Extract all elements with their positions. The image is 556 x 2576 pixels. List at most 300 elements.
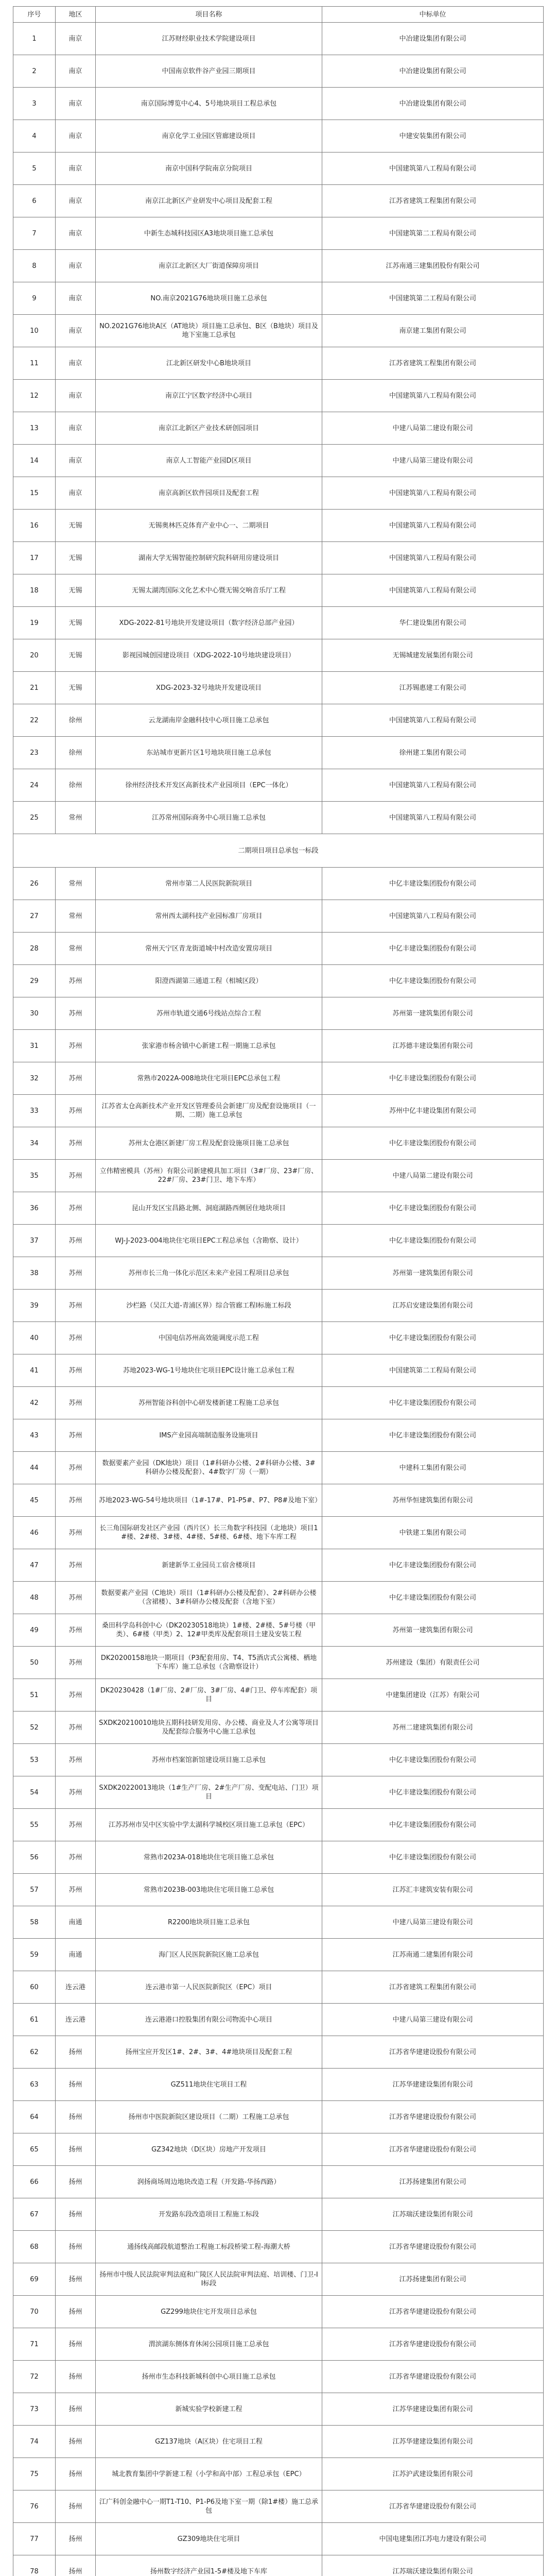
cell-city: 苏州 <box>56 1647 96 1679</box>
cell-name: 南京化学工业园区管廊建设项目 <box>96 120 322 152</box>
cell-no: 40 <box>13 1322 56 1354</box>
table-body <box>13 23 544 2576</box>
header-name: 项目名称 <box>96 7 322 23</box>
cell-name: 数据要素产业园（DK地块）项目（1#科研办公楼、2#科研办公楼、3#科研办公楼及配套）、4#数字厂房（一期） <box>96 1452 322 1484</box>
cell-no: 67 <box>13 2198 56 2231</box>
table-row <box>13 1484 544 1517</box>
cell-no: 73 <box>13 2393 56 2426</box>
cell-city: 连云港 <box>56 2004 96 2036</box>
cell-unit: 中国建筑第八工程局有限公司 <box>322 574 544 607</box>
cell-unit: 江苏华建建设集团有限公司 <box>322 2069 544 2101</box>
cell-name: DK20200158地块一期项目（P3配套用房、T4、T5酒店式公寓楼、栖地下车库）施工总承包（含勘察设计） <box>96 1647 322 1679</box>
cell-name: 城北教育集团中学新建工程（小学和高中部）工程总承包（EPC） <box>96 2458 322 2490</box>
cell-city: 无锡 <box>56 672 96 704</box>
cell-city: 扬州 <box>56 2263 96 2296</box>
cell-unit: 中建八局第二建设有限公司 <box>322 412 544 445</box>
cell-city: 苏州 <box>56 1517 96 1549</box>
table-row <box>13 2426 544 2458</box>
cell-no: 17 <box>13 542 56 574</box>
cell-unit: 中冶建设集团有限公司 <box>322 23 544 55</box>
cell-no: 29 <box>13 965 56 997</box>
cell-city: 苏州 <box>56 1192 96 1225</box>
cell-city: 扬州 <box>56 2490 96 2523</box>
cell-name: 新城实验学校新建工程 <box>96 2393 322 2426</box>
table-row <box>13 1095 544 1127</box>
cell-no: 43 <box>13 1419 56 1452</box>
cell-name: 海门区人民医院新院区施工总承包 <box>96 1939 322 1971</box>
table-row <box>13 1127 544 1160</box>
cell-unit: 江苏华建建设集团有限公司 <box>322 2393 544 2426</box>
table-row <box>13 2458 544 2490</box>
cell-no: 34 <box>13 1127 56 1160</box>
cell-no: 49 <box>13 1614 56 1647</box>
cell-city: 南通 <box>56 1906 96 1939</box>
cell-name: GZ342地块（D区块）房地产开发项目 <box>96 2133 322 2166</box>
cell-city: 苏州 <box>56 1095 96 1127</box>
cell-no: 61 <box>13 2004 56 2036</box>
cell-no: 20 <box>13 639 56 672</box>
cell-name: 南京江宁区数字经济中心项目 <box>96 380 322 412</box>
cell-city: 苏州 <box>56 1582 96 1614</box>
cell-no: 65 <box>13 2133 56 2166</box>
table-row <box>13 2490 544 2523</box>
cell-city: 南京 <box>56 217 96 250</box>
table-row <box>13 2198 544 2231</box>
cell-unit: 苏州第一建筑集团有限公司 <box>322 997 544 1030</box>
cell-name: 湖南大学无锡智能控制研究院科研用房建设项目 <box>96 542 322 574</box>
cell-unit: 苏州第一建筑集团有限公司 <box>322 1614 544 1647</box>
cell-unit: 江苏省华建建设股份有限公司 <box>322 2296 544 2328</box>
table-row <box>13 1387 544 1419</box>
cell-city: 苏州 <box>56 1387 96 1419</box>
cell-city: 苏州 <box>56 1776 96 1809</box>
cell-no: 37 <box>13 1225 56 1257</box>
table-row <box>13 1841 544 1874</box>
cell-unit: 中国建筑第八工程局有限公司 <box>322 477 544 510</box>
table-row <box>13 1549 544 1582</box>
table-row <box>13 1939 544 1971</box>
cell-unit: 江苏德丰建设集团有限公司 <box>322 1030 544 1062</box>
cell-no: 66 <box>13 2166 56 2198</box>
cell-name: 新建新华工业园员工宿舍楼项目 <box>96 1549 322 1582</box>
header-unit: 中标单位 <box>322 7 544 23</box>
cell-city: 徐州 <box>56 737 96 769</box>
cell-no: 14 <box>13 445 56 477</box>
cell-no: 36 <box>13 1192 56 1225</box>
cell-name: GZ299地块住宅开发项目总承包 <box>96 2296 322 2328</box>
cell-name: 沙栏路（吴江大道-青浦区界）综合管廊工程I标施工标段 <box>96 1290 322 1322</box>
table-row <box>13 1744 544 1776</box>
table-row <box>13 802 544 834</box>
cell-name: 江苏苏州市吴中区实验中学太湖科学城校区项目施工总承包（EPC） <box>96 1809 322 1841</box>
cell-name: 扬州宝应开发区1#、2#、3#、4#地块项目及配套工程 <box>96 2036 322 2069</box>
table-row <box>13 1906 544 1939</box>
cell-unit: 中国建筑第八工程局有限公司 <box>322 542 544 574</box>
cell-name: 南京高新区软件园项目及配套工程 <box>96 477 322 510</box>
cell-no: 38 <box>13 1257 56 1290</box>
cell-name: 扬州市中医院新院区建设项目（二期）工程施工总承包 <box>96 2101 322 2133</box>
cell-name: GZ137地块（A区块）住宅项目工程 <box>96 2426 322 2458</box>
cell-city: 苏州 <box>56 1322 96 1354</box>
cell-unit: 中国建筑第八工程局有限公司 <box>322 510 544 542</box>
cell-name: R2200地块项目施工总承包 <box>96 1906 322 1939</box>
cell-unit: 中冶建设集团有限公司 <box>322 55 544 88</box>
cell-unit: 江苏扬建集团有限公司 <box>322 2263 544 2296</box>
cell-city: 苏州 <box>56 1809 96 1841</box>
cell-no: 46 <box>13 1517 56 1549</box>
cell-name: 常熟市2023A-018地块住宅项目施工总承包 <box>96 1841 322 1874</box>
cell-unit: 中亿丰建设集团股份有限公司 <box>322 1387 544 1419</box>
cell-city: 无锡 <box>56 607 96 639</box>
cell-no: 71 <box>13 2328 56 2361</box>
cell-name: 扬州市中级人民法院审判法庭和广陵区人民法院审判法庭、培训楼、门卫-II标段 <box>96 2263 322 2296</box>
cell-city: 扬州 <box>56 2555 96 2576</box>
cell-name: 南京江北新区产业技术研创园项目 <box>96 412 322 445</box>
cell-no: 3 <box>13 88 56 120</box>
cell-city: 徐州 <box>56 704 96 737</box>
table-row <box>13 1711 544 1744</box>
table-row <box>13 542 544 574</box>
cell-city: 扬州 <box>56 2198 96 2231</box>
cell-unit: 中国建筑第二工程局有限公司 <box>322 282 544 315</box>
cell-name: XDG-2022-81号地块开发建设项目（数字经济总部产业园） <box>96 607 322 639</box>
cell-city: 扬州 <box>56 2361 96 2393</box>
cell-city: 南京 <box>56 250 96 282</box>
cell-unit: 中建八局第三建设有限公司 <box>322 1906 544 1939</box>
table-row <box>13 2328 544 2361</box>
cell-no: 70 <box>13 2296 56 2328</box>
cell-name: 中国南京软件谷产业园三期项目 <box>96 55 322 88</box>
cell-no: 57 <box>13 1874 56 1906</box>
cell-name: 连云港市第一人民医院新院区（EPC）项目 <box>96 1971 322 2004</box>
cell-no: 60 <box>13 1971 56 2004</box>
cell-no: 4 <box>13 120 56 152</box>
cell-city: 苏州 <box>56 1484 96 1517</box>
table-row <box>13 639 544 672</box>
table-row <box>13 23 544 55</box>
cell-name: 常州市第二人民医院新院项目 <box>96 868 322 900</box>
table-row <box>13 250 544 282</box>
table-row <box>13 2133 544 2166</box>
cell-unit: 中国建筑第二工程局有限公司 <box>322 217 544 250</box>
table-row <box>13 1614 544 1647</box>
cell-unit: 中亿丰建设集团股份有限公司 <box>322 1776 544 1809</box>
cell-unit: 中建八局第二建设有限公司 <box>322 1160 544 1192</box>
cell-city: 南京 <box>56 120 96 152</box>
table-row <box>13 1874 544 1906</box>
cell-unit: 中国建筑第八工程局有限公司 <box>322 704 544 737</box>
cell-name: NO.南京2021G76地块项目施工总承包 <box>96 282 322 315</box>
cell-name: 扬州数字经济产业园1-5#楼及地下车库 <box>96 2555 322 2576</box>
cell-city: 苏州 <box>56 1711 96 1744</box>
table-row <box>13 737 544 769</box>
cell-unit: 江苏省建筑工程集团有限公司 <box>322 1971 544 2004</box>
cell-no: 77 <box>13 2523 56 2555</box>
cell-name: 张家港市杨舍镇中心新建工程一期施工总承包 <box>96 1030 322 1062</box>
cell-no: 25 <box>13 802 56 834</box>
cell-no: 42 <box>13 1387 56 1419</box>
cell-name: 立伟精密模具（苏州）有限公司新建模具加工项目（3#厂房、23#厂房、22#厂房、23#门卫、地下车库） <box>96 1160 322 1192</box>
cell-name: 无锡奥林匹克体育产业中心一、二期项目 <box>96 510 322 542</box>
cell-unit: 中建安装集团有限公司 <box>322 120 544 152</box>
cell-unit: 中亿丰建设集团股份有限公司 <box>322 1744 544 1776</box>
cell-city: 苏州 <box>56 1874 96 1906</box>
cell-city: 南京 <box>56 347 96 380</box>
cell-unit: 中国建筑第二工程局有限公司 <box>322 1354 544 1387</box>
table-row <box>13 1030 544 1062</box>
table-row <box>13 510 544 542</box>
cell-no: 21 <box>13 672 56 704</box>
table-row <box>13 1776 544 1809</box>
cell-city: 扬州 <box>56 2166 96 2198</box>
cell-city: 苏州 <box>56 1841 96 1874</box>
table-row <box>13 2523 544 2555</box>
cell-unit: 江苏省华建建设股份有限公司 <box>322 2036 544 2069</box>
cell-city: 苏州 <box>56 965 96 997</box>
cell-unit: 江苏扬建集团有限公司 <box>322 2166 544 2198</box>
cell-city: 扬州 <box>56 2231 96 2263</box>
table-row <box>13 704 544 737</box>
table-row <box>13 574 544 607</box>
cell-no: 53 <box>13 1744 56 1776</box>
table-row <box>13 2166 544 2198</box>
cell-unit: 苏州第一建筑集团有限公司 <box>322 1257 544 1290</box>
cell-name: 徐州经济技术开发区高新技术产业园项目（EPC一体化） <box>96 769 322 802</box>
table-row <box>13 769 544 802</box>
table-row <box>13 88 544 120</box>
table-row <box>13 2004 544 2036</box>
cell-name: NO.2021G76地块A区（AT地块）项目施工总承包、B区（B地块）项目及地下室施工总承包 <box>96 315 322 347</box>
table-row <box>13 282 544 315</box>
cell-name: IMS产业园高端制造服务设施项目 <box>96 1419 322 1452</box>
cell-no: 54 <box>13 1776 56 1809</box>
cell-unit: 中铁建工集团有限公司 <box>322 1517 544 1549</box>
table-row <box>13 1809 544 1841</box>
cell-name: 影视园城创园建设项目（XDG-2022-10号地块建设项目） <box>96 639 322 672</box>
cell-no: 13 <box>13 412 56 445</box>
cell-city: 无锡 <box>56 542 96 574</box>
table-row <box>13 185 544 217</box>
cell-unit: 中国建筑第八工程局有限公司 <box>322 152 544 185</box>
cell-no: 9 <box>13 282 56 315</box>
cell-no: 28 <box>13 933 56 965</box>
cell-name: 南京人工智能产业园D区项目 <box>96 445 322 477</box>
cell-no: 75 <box>13 2458 56 2490</box>
header-city: 地区 <box>56 7 96 23</box>
cell-unit: 中建八局第三建设有限公司 <box>322 445 544 477</box>
cell-unit: 中亿丰建设集团股份有限公司 <box>322 1062 544 1095</box>
cell-unit: 华仁建设集团有限公司 <box>322 607 544 639</box>
header-no: 序号 <box>13 7 56 23</box>
cell-unit: 江苏汇丰建筑安装有限公司 <box>322 1874 544 1906</box>
table-row <box>13 1419 544 1452</box>
cell-city: 南京 <box>56 23 96 55</box>
cell-city: 苏州 <box>56 997 96 1030</box>
table-row <box>13 120 544 152</box>
cell-name: 云龙湖南岸金融科技中心项目施工总承包 <box>96 704 322 737</box>
cell-name: 中新生态城科技园区A3地块项目施工总承包 <box>96 217 322 250</box>
cell-city: 南京 <box>56 185 96 217</box>
cell-name: GZ511地块住宅项目工程 <box>96 2069 322 2101</box>
cell-name: 江苏财经职业技术学院建设项目 <box>96 23 322 55</box>
table-row <box>13 477 544 510</box>
cell-unit: 江苏省华建建设股份有限公司 <box>322 2101 544 2133</box>
cell-name: XDG-2023-32号地块开发建设项目 <box>96 672 322 704</box>
cell-no: 30 <box>13 997 56 1030</box>
cell-unit: 中亿丰建设集团股份有限公司 <box>322 1127 544 1160</box>
cell-name: 渭滨湖东侧体育休闲公园项目施工总承包 <box>96 2328 322 2361</box>
cell-name: 数据要素产业园（C地块）项目（1#科研办公楼及配套）、2#科研办公楼（含裙楼）、3#科研办公楼及配套（含地下室） <box>96 1582 322 1614</box>
table-row <box>13 868 544 900</box>
cell-name: 苏地2023-WG-1号地块住宅项目EPC设计施工总承包工程 <box>96 1354 322 1387</box>
cell-unit: 中亿丰建设集团股份有限公司 <box>322 965 544 997</box>
cell-name: 江苏常州国际商务中心项目施工总承包 <box>96 802 322 834</box>
cell-no: 50 <box>13 1647 56 1679</box>
cell-unit: 江苏省华建建设股份有限公司 <box>322 2328 544 2361</box>
cell-city: 南京 <box>56 412 96 445</box>
cell-unit: 江苏南通三建集团股份有限公司 <box>322 250 544 282</box>
table-row <box>13 2231 544 2263</box>
table-row <box>13 900 544 933</box>
table-row <box>13 445 544 477</box>
table-row <box>13 1971 544 2004</box>
cell-city: 徐州 <box>56 769 96 802</box>
cell-name: 昆山开发区宝昌路北侧、洞庭湖路西侧居住地块项目 <box>96 1192 322 1225</box>
cell-unit: 中国电建集团江苏电力建设有限公司 <box>322 2523 544 2555</box>
cell-city: 常州 <box>56 868 96 900</box>
cell-unit: 苏州建设（集团）有限责任公司 <box>322 1647 544 1679</box>
cell-unit: 江苏启安建设集团有限公司 <box>322 1290 544 1322</box>
cell-city: 南京 <box>56 88 96 120</box>
cell-no: 2 <box>13 55 56 88</box>
cell-no: 11 <box>13 347 56 380</box>
table-row <box>13 1225 544 1257</box>
cell-unit: 中亿丰建设集团股份有限公司 <box>322 933 544 965</box>
cell-city: 南京 <box>56 315 96 347</box>
cell-city: 苏州 <box>56 1452 96 1484</box>
cell-no: 76 <box>13 2490 56 2523</box>
cell-city: 无锡 <box>56 574 96 607</box>
table-row <box>13 672 544 704</box>
cell-name: 苏州市档案馆新馆建设项目施工总承包 <box>96 1744 322 1776</box>
cell-no: 64 <box>13 2101 56 2133</box>
cell-no: 68 <box>13 2231 56 2263</box>
cell-city: 扬州 <box>56 2101 96 2133</box>
cell-unit: 中建科工集团有限公司 <box>322 1452 544 1484</box>
cell-unit: 中建八局第三建设有限公司 <box>322 2004 544 2036</box>
cell-city: 苏州 <box>56 1030 96 1062</box>
cell-no: 5 <box>13 152 56 185</box>
table-row <box>13 1290 544 1322</box>
cell-name: 常熟市2022A-008地块住宅项目EPC总承包工程 <box>96 1062 322 1095</box>
cell-no: 39 <box>13 1290 56 1322</box>
cell-name: 南京江北新区大厂街道保障房项目 <box>96 250 322 282</box>
table-row <box>13 55 544 88</box>
cell-name: 润扬商场周边地块改造工程（开发路-华扬西路） <box>96 2166 322 2198</box>
cell-unit: 江苏省建筑工程集团有限公司 <box>322 347 544 380</box>
cell-name: 苏州智能谷科创中心研发楼新建工程施工总承包 <box>96 1387 322 1419</box>
cell-no: 1 <box>13 23 56 55</box>
cell-unit: 江苏瑞沃建设集团有限公司 <box>322 2555 544 2576</box>
cell-city: 苏州 <box>56 1744 96 1776</box>
cell-no: 15 <box>13 477 56 510</box>
table-row <box>13 2393 544 2426</box>
cell-name: DK20230428（1#厂房、2#厂房、3#厂房、4#门卫、停车库配套）项目 <box>96 1679 322 1711</box>
cell-no: 19 <box>13 607 56 639</box>
cell-no: 56 <box>13 1841 56 1874</box>
table-row <box>13 933 544 965</box>
table-row <box>13 2555 544 2576</box>
cell-no: 31 <box>13 1030 56 1062</box>
table-row <box>13 1062 544 1095</box>
cell-name: GZ309地块住宅项目 <box>96 2523 322 2555</box>
table-row <box>13 1192 544 1225</box>
cell-no: 7 <box>13 217 56 250</box>
section-title: 二期项目项目总承包一标段 <box>13 834 544 868</box>
cell-no: 52 <box>13 1711 56 1744</box>
cell-unit: 江苏锡惠建工有限公司 <box>322 672 544 704</box>
cell-unit: 江苏沪武建设集团有限公司 <box>322 2458 544 2490</box>
cell-no: 6 <box>13 185 56 217</box>
table-row <box>13 315 544 347</box>
cell-name: 长三角国际研发社区产业园（西片区）长三角数字科技园（北地块）项目1#楼、2#楼、3#楼、4#楼、5#楼、6#楼、地下车库工程 <box>96 1517 322 1549</box>
cell-unit: 中国建筑第八工程局有限公司 <box>322 802 544 834</box>
cell-no: 63 <box>13 2069 56 2101</box>
cell-city: 南通 <box>56 1939 96 1971</box>
cell-city: 连云港 <box>56 1971 96 2004</box>
cell-unit: 徐州建工集团有限公司 <box>322 737 544 769</box>
cell-city: 南京 <box>56 282 96 315</box>
cell-no: 22 <box>13 704 56 737</box>
cell-no: 48 <box>13 1582 56 1614</box>
cell-city: 苏州 <box>56 1127 96 1160</box>
cell-name: 通扬线高邮段航道整治工程施工标段桥梁工程-海潮大桥 <box>96 2231 322 2263</box>
cell-no: 47 <box>13 1549 56 1582</box>
cell-unit: 江苏省华建建设股份有限公司 <box>322 2490 544 2523</box>
table-row <box>13 2101 544 2133</box>
cell-unit: 江苏华建建设集团有限公司 <box>322 2426 544 2458</box>
cell-unit: 中国建筑第八工程局有限公司 <box>322 380 544 412</box>
cell-no: 51 <box>13 1679 56 1711</box>
cell-no: 69 <box>13 2263 56 2296</box>
cell-city: 苏州 <box>56 1549 96 1582</box>
table-row <box>13 380 544 412</box>
cell-name: 苏州太仓港区新建厂房工程及配套设施项目施工总承包 <box>96 1127 322 1160</box>
table-row <box>13 1647 544 1679</box>
cell-name: SXDK20210010地块五期科技研发用房、办公楼、商业及人才公寓等项目及配套综合服务中心施工总承包 <box>96 1711 322 1744</box>
table-row <box>13 607 544 639</box>
table-row <box>13 2296 544 2328</box>
cell-name: 苏地2023-WG-54号地块项目（1#-17#、P1-P5#、P7、P8#及地下室） <box>96 1484 322 1517</box>
cell-city: 苏州 <box>56 1354 96 1387</box>
cell-unit: 中亿丰建设集团股份有限公司 <box>322 1322 544 1354</box>
cell-no: 44 <box>13 1452 56 1484</box>
cell-unit: 江苏省华建建设股份有限公司 <box>322 2231 544 2263</box>
cell-city: 南京 <box>56 152 96 185</box>
cell-city: 苏州 <box>56 1290 96 1322</box>
cell-city: 苏州 <box>56 1062 96 1095</box>
cell-city: 无锡 <box>56 639 96 672</box>
cell-no: 8 <box>13 250 56 282</box>
cell-no: 62 <box>13 2036 56 2069</box>
cell-no: 18 <box>13 574 56 607</box>
cell-name: 阳澄西湖第三通道工程（相城区段） <box>96 965 322 997</box>
cell-city: 扬州 <box>56 2069 96 2101</box>
table-row <box>13 1160 544 1192</box>
cell-unit: 中建集团建设（江苏）有限公司 <box>322 1679 544 1711</box>
cell-city: 苏州 <box>56 1419 96 1452</box>
cell-name: 中国电信苏州高效能调度示范工程 <box>96 1322 322 1354</box>
